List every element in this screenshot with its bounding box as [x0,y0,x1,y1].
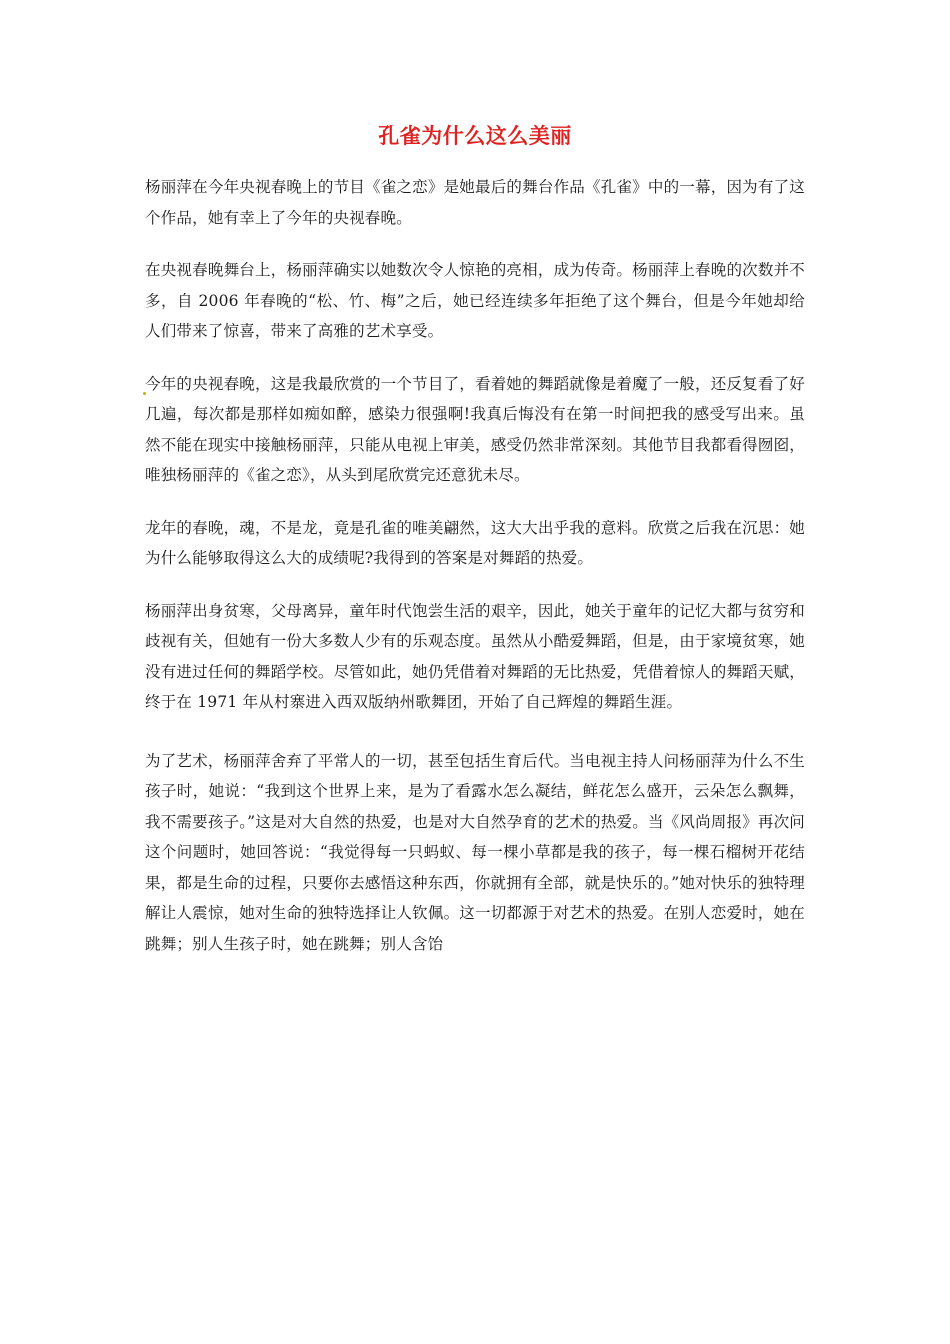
paragraph-3: 今年的央视春晚，这是我最欣赏的一个节目了，看着她的舞蹈就像是着魔了一般，还反复看了好几遍，每次都是那样如痴如醉，感染力很强啊!我真后悔没有在第一时间把我的感受写出来。虽然不能在现实中接触杨丽萍，只能从电视上审美，感受仍然非常深刻。其他节目我都看得囫囵，唯独杨丽萍的《雀之恋》，从头到尾欣赏完还意犹未尽。 [145,374,805,484]
document-body [145,172,805,981]
paragraph-4: 龙年的春晚，魂，不是龙，竟是孔雀的唯美翩然，这大大出乎我的意料。欣赏之后我在沉思：她为什么能够取得这么大的成绩呢?我得到的答案是对舞蹈的热爱。 [145,518,805,567]
paragraph-1: 杨丽萍在今年央视春晚上的节目《雀之恋》是她最后的舞台作品《孔雀》中的一幕，因为有了这个作品，她有幸上了今年的央视春晚。 [145,178,805,227]
document-title: 孔雀为什么这么美丽 [378,124,572,148]
paragraph-2: 在央视春晚舞台上，杨丽萍确实以她数次令人惊艳的亮相，成为传奇。杨丽萍上春晚的次数并不多，自 2006 年春晚的“松、竹、梅”之后，她已经连续多年拒绝了这个舞台，但是今年她却给人们带来了惊喜，带来了高雅的艺术享受。 [145,261,805,340]
paragraph-6: 为了艺术，杨丽萍舍弃了平常人的一切，甚至包括生育后代。当电视主持人问杨丽萍为什么不生孩子时，她说：“我到这个世界上来，是为了看露水怎么凝结，鲜花怎么盛开，云朵怎么飘舞，我不需要孩子。”这是对大自然的热爱，也是对大自然孕育的艺术的热爱。当《风尚周报》再次问这个问题时，她回答说：“我觉得每一只蚂蚁、每一棵小草都是我的孩子，每一棵石榴树开花结果，都是生命的过程，只要你去感悟这种东西，你就拥有全部，就是快乐的。”她对快乐的独特理解让人震惊，她对生命的独特选择让人钦佩。这一切都源于对艺术的热爱。在别人恋爱时，她在跳舞；别人生孩子时，她在跳舞；别人含饴 [145,751,805,953]
paragraph-5: 杨丽萍出身贫寒，父母离异，童年时代饱尝生活的艰辛，因此，她关于童年的记忆大都与贫穷和歧视有关，但她有一份大多数人少有的乐观态度。虽然从小酷爱舞蹈，但是，由于家境贫寒，她没有进过任何的舞蹈学校。尽管如此，她仍凭借着对舞蹈的无比热爱，凭借着惊人的舞蹈天赋，终于在 1971 年从村寨进入西双版纳州歌舞团，开始了自己辉煌的舞蹈生涯。 [145,601,805,711]
